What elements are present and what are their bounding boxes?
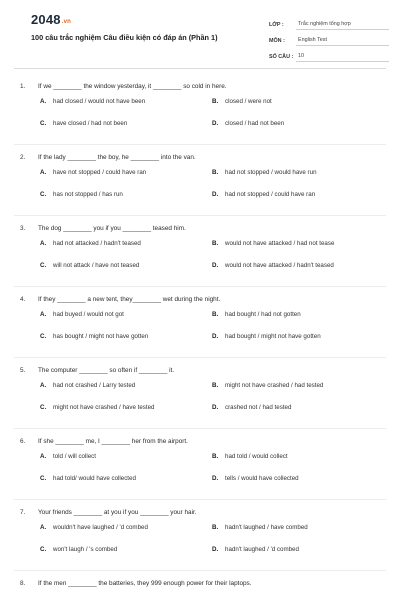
question-stem [14,435,386,447]
question-stem [14,293,386,305]
option-text: told / will collect [53,453,96,460]
option-letter: D. [212,546,219,553]
question-divider [14,428,386,429]
option-text: closed / had not been [225,120,285,127]
option-text: hadn't laughed / have combed [225,524,308,531]
question-text: If we ________ the window yesterday, it ________ so cold in here. [38,82,227,90]
question-divider [14,286,386,287]
option-letter: A. [40,311,47,318]
option-text: had not stopped / could have ran [225,191,316,198]
question-item [14,80,386,145]
answer-options [38,518,386,562]
question-stem [14,364,386,376]
answer-option-a[interactable] [40,240,141,247]
answer-options [38,376,386,420]
answer-option-b[interactable] [212,453,288,460]
answer-option-c[interactable] [40,475,136,482]
option-letter: D. [212,120,219,127]
option-text: had told/ would have collected [53,475,136,482]
option-text: has bought / might not have gotten [53,333,149,340]
option-text: had not crashed / Larry tested [53,382,136,389]
answer-option-d[interactable] [212,120,284,127]
option-letter: D. [212,262,219,269]
option-letter: A. [40,169,47,176]
answer-option-c[interactable] [40,546,117,553]
question-number: 6. [20,437,26,445]
meta-info [269,14,389,62]
meta-value: 10 [296,53,389,62]
answer-option-b[interactable] [212,98,272,105]
answer-option-c[interactable] [40,333,148,340]
option-letter: B. [212,453,219,460]
option-letter: D. [212,404,219,411]
header-divider [14,68,386,69]
answer-option-a[interactable] [40,453,96,460]
option-text: had closed / would not have been [53,98,146,105]
option-letter: B. [212,524,219,531]
question-number: 3. [20,224,26,232]
question-number: 8. [20,579,26,587]
option-letter: B. [212,311,219,318]
option-text: closed / were not [225,98,272,105]
question-item [14,151,386,216]
question-stem [14,151,386,163]
document-title: 100 câu trắc nghiệm Câu điều kiện có đáp án (Phần 1) [31,33,218,42]
option-text: won't laugh / 's combed [53,546,118,553]
answer-option-b[interactable] [212,311,301,318]
option-text: will not attack / have not teased [53,262,140,269]
question-divider [14,215,386,216]
meta-label: LỚP : [269,22,284,28]
question-divider [14,499,386,500]
option-letter: C. [40,546,47,553]
question-number: 5. [20,366,26,374]
option-letter: B. [212,169,219,176]
option-letter: B. [212,98,219,105]
answer-option-d[interactable] [212,546,299,553]
option-text: hadn't laughed / 'd combed [225,546,299,553]
option-text: might not have crashed / had tested [225,382,324,389]
answer-option-d[interactable] [212,333,321,340]
option-letter: B. [212,240,219,247]
option-letter: A. [40,453,47,460]
question-text: If they ________ a new tent, they________ wet during the night. [38,295,221,303]
answer-option-c[interactable] [40,191,123,198]
question-text: Your friends ________ at you if you ________ your hair. [38,508,197,516]
worksheet-header [14,0,386,70]
option-letter: C. [40,262,47,269]
option-letter: C. [40,475,47,482]
question-item [14,577,386,589]
option-text: had not attacked / hadn't teased [53,240,141,247]
meta-label: SỐ CÂU : [269,54,294,60]
option-text: would not have attacked / had not tease [225,240,335,247]
answer-options [38,447,386,491]
option-letter: C. [40,404,47,411]
option-letter: C. [40,333,47,340]
answer-options [38,92,386,136]
question-text: If she ________ me, I ________ her from the airport. [38,437,188,445]
option-text: have not stopped / could have ran [53,169,147,176]
question-number: 4. [20,295,26,303]
logo-text: 2048 [31,12,61,27]
answer-option-d[interactable] [212,191,315,198]
answer-option-a[interactable] [40,98,145,105]
meta-label: MÔN : [269,38,285,44]
question-item [14,435,386,500]
answer-option-b[interactable] [212,169,317,176]
option-letter: D. [212,475,219,482]
option-letter: A. [40,382,47,389]
option-letter: C. [40,191,47,198]
meta-value: Trắc nghiệm tổng hợp [296,21,389,30]
question-item [14,364,386,429]
answer-option-b[interactable] [212,524,308,531]
meta-row-subject [269,30,389,46]
option-text: would not have attacked / hadn't teased [225,262,334,269]
option-letter: B. [212,382,219,389]
question-stem [14,577,386,589]
option-text: tells / would have collected [225,475,299,482]
option-letter: D. [212,333,219,340]
question-text: If the lady ________ the boy, he ________ into the van. [38,153,196,161]
meta-value: English Test [296,37,389,46]
option-text: has not stopped / has run [53,191,123,198]
question-stem [14,80,386,92]
question-divider [14,357,386,358]
option-letter: C. [40,120,47,127]
answer-options [38,305,386,349]
option-text: crashed not / had tested [225,404,292,411]
answer-option-a[interactable] [40,382,135,389]
question-number: 2. [20,153,26,161]
option-text: had not stopped / would have run [225,169,317,176]
answer-option-c[interactable] [40,262,139,269]
answer-option-a[interactable] [40,169,146,176]
option-letter: D. [212,191,219,198]
answer-option-a[interactable] [40,311,124,318]
option-text: wouldn't have laughed / 'd combed [53,524,148,531]
question-stem [14,506,386,518]
option-letter: A. [40,240,47,247]
question-divider [14,144,386,145]
logo-suffix: .vn [61,19,72,25]
option-text: had told / would collect [225,453,288,460]
option-text: had bought / might not have gotten [225,333,321,340]
question-stem [14,222,386,234]
answer-option-b[interactable] [212,240,334,247]
answer-options [38,163,386,207]
answer-option-d[interactable] [212,475,299,482]
answer-option-a[interactable] [40,524,148,531]
answer-option-c[interactable] [40,120,127,127]
question-text: The computer ________ so often if ________ it. [38,366,175,374]
option-text: had bought / had not gotten [225,311,301,318]
question-item [14,506,386,571]
question-text: The dog ________ you if you ________ teased him. [38,224,186,232]
answer-option-d[interactable] [212,404,291,411]
question-text: If the men ________ the batteries, they 999 enough power for their laptops. [38,579,252,587]
answer-option-b[interactable] [212,382,323,389]
question-number: 7. [20,508,26,516]
option-text: might not have crashed / have tested [53,404,155,411]
option-letter: A. [40,98,47,105]
answer-options [38,234,386,278]
question-divider [14,570,386,571]
answer-option-c[interactable] [40,404,154,411]
question-item [14,293,386,358]
option-text: had buyed / would not got [53,311,124,318]
question-item [14,222,386,287]
option-letter: A. [40,524,47,531]
option-text: have closed / had not been [53,120,128,127]
meta-row-class [269,14,389,30]
site-logo[interactable] [31,12,71,27]
question-number: 1. [20,82,26,90]
meta-row-count [269,46,389,62]
answer-option-d[interactable] [212,262,334,269]
